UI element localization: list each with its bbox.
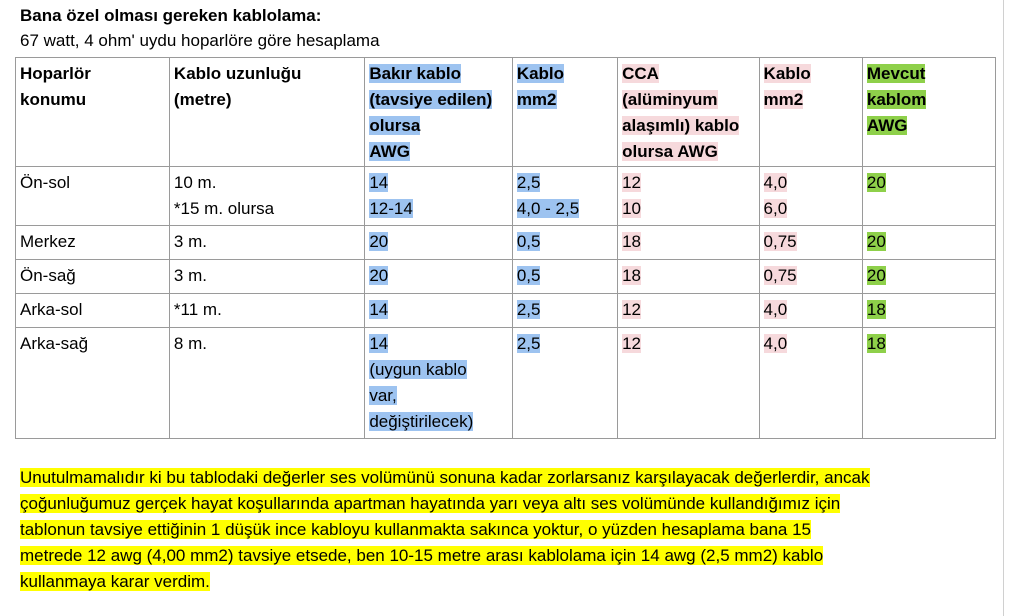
cell-text: *11 m. bbox=[173, 300, 222, 319]
cell-text: *15 m. olursa bbox=[173, 199, 275, 218]
header-text-line: AWG bbox=[369, 142, 410, 161]
note-line: tablonun tavsiye ettiğinin 1 düşük ince kabloyu kullanmakta sakınca yoktur, o yüzden hesaplama bana 15 bbox=[20, 520, 811, 539]
cell-cca-awg bbox=[618, 294, 759, 328]
table-row bbox=[16, 167, 996, 226]
header-text-line: Kablo bbox=[763, 64, 811, 83]
cell-text: 4,0 bbox=[763, 334, 788, 353]
header-speaker-position bbox=[16, 58, 170, 167]
cell-text: 18 bbox=[866, 300, 886, 319]
note-line: kullanmaya karar verdim. bbox=[20, 572, 210, 591]
cell-text: 12 bbox=[622, 173, 642, 192]
header-cca-awg bbox=[618, 58, 759, 167]
cell-text: 8 m. bbox=[173, 334, 207, 353]
cell-text: 18 bbox=[866, 334, 886, 353]
cell-text: 18 bbox=[622, 266, 642, 285]
cell-text: 4,0 bbox=[763, 300, 788, 319]
cell-text: 2,5 bbox=[516, 173, 541, 192]
cell-cca-mm2 bbox=[759, 226, 862, 260]
cell-copper-awg bbox=[365, 260, 513, 294]
table-row bbox=[16, 260, 996, 294]
cell-text: 14 bbox=[369, 173, 389, 192]
cable-table bbox=[15, 57, 996, 439]
cell-length bbox=[169, 167, 364, 226]
cell-text: Merkez bbox=[20, 232, 76, 251]
cell-length bbox=[169, 260, 364, 294]
note-line: metrede 12 awg (4,00 mm2) tavsiye etsede, ben 10-15 metre arası kablolama için 14 awg (2,5 mm2) kablo bbox=[20, 546, 824, 565]
cell-copper-mm2 bbox=[512, 260, 617, 294]
cell-position bbox=[16, 328, 170, 439]
cell-cca-awg bbox=[618, 328, 759, 439]
header-text-line: alaşımlı) kablo bbox=[622, 116, 740, 135]
cell-current-awg bbox=[862, 226, 995, 260]
header-text-line: olursa bbox=[369, 116, 421, 135]
cell-current-awg bbox=[862, 167, 995, 226]
cell-copper-mm2 bbox=[512, 167, 617, 226]
cell-text: 20 bbox=[369, 232, 389, 251]
header-text-line: (alüminyum bbox=[622, 90, 718, 109]
cell-text: Arka-sağ bbox=[20, 334, 89, 353]
cell-text: 4,0 - 2,5 bbox=[516, 199, 580, 218]
highlighted-note bbox=[20, 465, 1000, 595]
header-current-awg bbox=[862, 58, 995, 167]
cell-text: Ön-sağ bbox=[20, 266, 76, 285]
cell-text: 12 bbox=[622, 334, 642, 353]
cell-cca-mm2 bbox=[759, 260, 862, 294]
note-line: çoğunluğumuz gerçek hayat koşullarında apartman hayatında yarı veya altı ses volümünde kullandığımız için bbox=[20, 494, 841, 513]
header-text-line: Bakır kablo bbox=[369, 64, 461, 83]
document-title: Bana özel olması gereken kablolama: bbox=[20, 6, 322, 25]
cell-length bbox=[169, 226, 364, 260]
cell-text: 4,0 bbox=[763, 173, 788, 192]
header-text-line: Mevcut bbox=[866, 64, 926, 83]
cell-copper-awg bbox=[365, 167, 513, 226]
header-text-line: CCA bbox=[622, 64, 659, 83]
cell-cca-mm2 bbox=[759, 328, 862, 439]
header-text-line: Kablo uzunluğu bbox=[173, 64, 302, 83]
cell-cca-awg bbox=[618, 226, 759, 260]
cell-text: (uygun kablo bbox=[369, 360, 467, 379]
table-row bbox=[16, 328, 996, 439]
cell-text: 18 bbox=[622, 232, 642, 251]
cell-text: 12-14 bbox=[369, 199, 413, 218]
cell-copper-mm2 bbox=[512, 294, 617, 328]
cell-text: 20 bbox=[866, 266, 886, 285]
cell-text: 0,5 bbox=[516, 232, 541, 251]
cell-copper-mm2 bbox=[512, 328, 617, 439]
header-text-line: Hoparlör bbox=[20, 64, 91, 83]
cell-text: 2,5 bbox=[516, 334, 541, 353]
header-cable-length bbox=[169, 58, 364, 167]
cell-text: 10 m. bbox=[173, 173, 217, 192]
cell-length bbox=[169, 294, 364, 328]
cell-text: 0,75 bbox=[763, 266, 797, 285]
header-cca-mm2 bbox=[759, 58, 862, 167]
header-text-line: mm2 bbox=[763, 90, 804, 109]
cell-text: değiştirilecek) bbox=[369, 412, 474, 431]
header-text-line: kablom bbox=[866, 90, 927, 109]
cell-position bbox=[16, 294, 170, 328]
cell-text: 14 bbox=[369, 334, 389, 353]
cell-text: 0,5 bbox=[516, 266, 541, 285]
note-line: Unutulmamalıdır ki bu tablodaki değerler ses volümünü sonuna kadar zorlarsanız karşılayacak değerlerdir, ancak bbox=[20, 468, 870, 487]
cell-text: 14 bbox=[369, 300, 389, 319]
cell-cca-mm2 bbox=[759, 294, 862, 328]
cell-text: 0,75 bbox=[763, 232, 797, 251]
cell-text: 12 bbox=[622, 300, 642, 319]
cell-text: 2,5 bbox=[516, 300, 541, 319]
cell-text: 3 m. bbox=[173, 232, 207, 251]
cell-copper-mm2 bbox=[512, 226, 617, 260]
cell-text: Arka-sol bbox=[20, 300, 83, 319]
cell-copper-awg bbox=[365, 294, 513, 328]
header-text-line: Kablo bbox=[516, 64, 565, 83]
header-text-line: AWG bbox=[866, 116, 908, 135]
header-copper-mm2 bbox=[512, 58, 617, 167]
header-copper-awg bbox=[365, 58, 513, 167]
cell-position bbox=[16, 260, 170, 294]
cell-cca-mm2 bbox=[759, 167, 862, 226]
header-text-line: (tavsiye edilen) bbox=[369, 90, 493, 109]
cell-text: 6,0 bbox=[763, 199, 788, 218]
table-header-row bbox=[16, 58, 996, 167]
cell-length bbox=[169, 328, 364, 439]
header-text-line: konumu bbox=[20, 90, 87, 109]
cell-text: Ön-sol bbox=[20, 173, 71, 192]
table-row bbox=[16, 294, 996, 328]
cell-cca-awg bbox=[618, 260, 759, 294]
cell-current-awg bbox=[862, 328, 995, 439]
cell-text: 20 bbox=[866, 173, 886, 192]
header-text-line: (metre) bbox=[173, 90, 232, 109]
cell-copper-awg bbox=[365, 226, 513, 260]
cell-text: 20 bbox=[866, 232, 886, 251]
header-text-line: mm2 bbox=[516, 90, 557, 109]
header-text-line: olursa AWG bbox=[622, 142, 718, 161]
cell-position bbox=[16, 226, 170, 260]
cell-text: 10 bbox=[622, 199, 642, 218]
document-subtitle: 67 watt, 4 ohm' uydu hoparlöre göre hesaplama bbox=[20, 31, 380, 50]
cell-text: 3 m. bbox=[173, 266, 207, 285]
cell-cca-awg bbox=[618, 167, 759, 226]
cell-text: 20 bbox=[369, 266, 389, 285]
cell-text: var, bbox=[369, 386, 397, 405]
cell-position bbox=[16, 167, 170, 226]
cell-copper-awg bbox=[365, 328, 513, 439]
cell-current-awg bbox=[862, 294, 995, 328]
table-row bbox=[16, 226, 996, 260]
page-edge-divider bbox=[1003, 0, 1004, 616]
cell-current-awg bbox=[862, 260, 995, 294]
